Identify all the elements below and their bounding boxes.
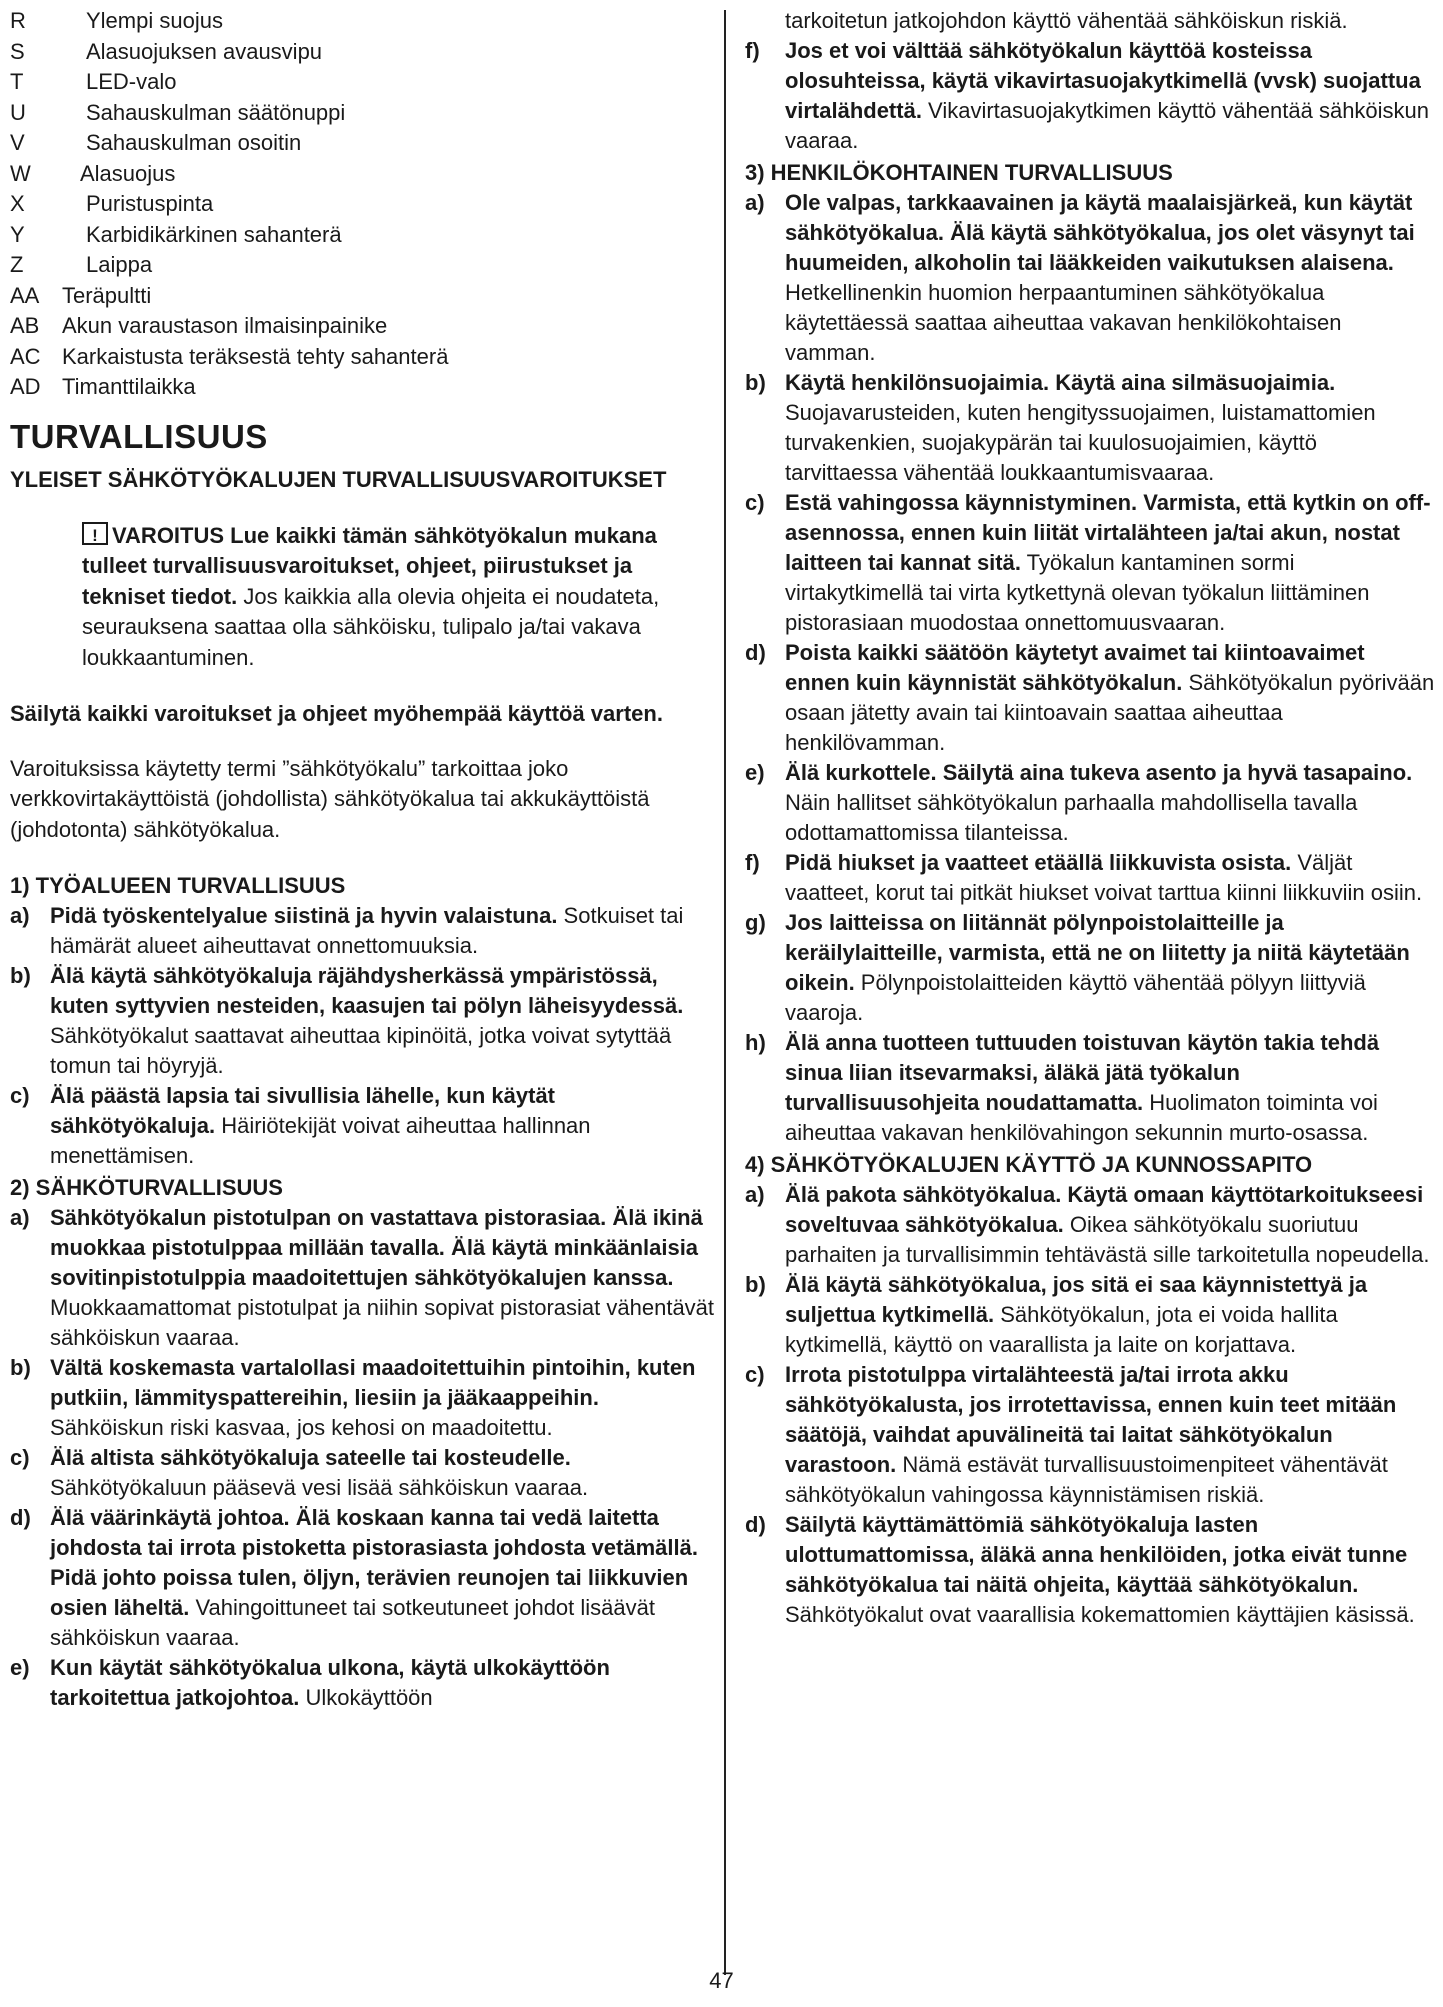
page-number: 47 [709, 1968, 734, 1993]
section-title: TURVALLISUUS [10, 417, 268, 455]
list-item: d) Poista kaikki säätöön käytetyt avaimet tai kiintoavaimet ennen kuin käynnistät sähkötyökalun. Sähkötyökalun pyörivään osaan jätetty avain tai kiintoavain saattaa aiheuttaa henkilövamman. [745, 640, 1435, 755]
section-2-title: 2) SÄHKÖTURVALLISUUS [10, 1175, 283, 1200]
right-column [745, 6, 1435, 1630]
list-item: b) Vältä koskemasta vartalollasi maadoitettuihin pintoihin, kuten putkiin, lämmityspattereihin, liesiin ja jääkaappeihin. Sähköiskun riski kasvaa, jos kehosi on maadoitettu. [10, 1355, 696, 1440]
list-item: a) Pidä työskentelyalue siistinä ja hyvin valaistuna. Sotkuiset tai hämärät alueet aiheuttavat onnettomuuksia. [10, 903, 684, 958]
list-item: e) Älä kurkottele. Säilytä aina tukeva asento ja hyvä tasapaino. Näin hallitset sähkötyökalun parhaalla mahdollisella tavalla odottamattomissa tilanteissa. [745, 760, 1413, 845]
list-item: c) Estä vahingossa käynnistyminen. Varmista, että kytkin on off-asennossa, ennen kuin liität virtalähteen ja/tai akun, nostat laitteen tai kannat sitä. Työkalun kantaminen sormi virtakytkimellä tai virta kytkettynä olevan työkalun liittäminen pistorasiaan muodostaa onnettomuusvaaran. [745, 490, 1431, 635]
legend-row: R Ylempi suojus [10, 8, 223, 33]
legend-row: U Sahauskulman säätönuppi [10, 99, 346, 125]
list-item: c) Älä altista sähkötyökaluja sateelle tai kosteudelle. Sähkötyökaluun pääsevä vesi lisää sähköiskun vaaraa. [10, 1445, 589, 1500]
legend-row: V Sahauskulman osoitin [10, 130, 302, 155]
keep-instructions: Säilytä kaikki varoitukset ja ohjeet myöhempää käyttöä varten. [10, 701, 663, 726]
list-item: c) Älä päästä lapsia tai sivullisia lähelle, kun käytät sähkötyökaluja. Häiriötekijät voivat aiheuttaa hallinnan menettämisen. [10, 1083, 591, 1168]
legend-row: Z Laippa [10, 252, 153, 277]
list-item: h) Älä anna tuotteen tuttuuden toistuvan käytön takia tehdä sinua liian itsevarmaksi, äläkä jätä työkalun turvallisuusohjeita noudattamatta. Huolimaton toiminta voi aiheuttaa vakavan henkilövahingon sekunnin murto-osassa. [745, 1030, 1380, 1145]
list-item: f) Jos et voi välttää sähkötyökalun käyttöä kosteissa olosuhteissa, käytä vikavirtasuojakytkimellä (vvsk) suojattua virtalähdettä. Vikavirtasuojakytkimen käyttö vähentää sähköiskun vaaraa. [745, 38, 1430, 153]
legend-row: W Alasuojus [10, 160, 176, 186]
list-item: f) Pidä hiukset ja vaatteet etäällä liikkuvista osista. Väljät vaatteet, korut tai pitkät hiukset voivat tarttua kiinni liikkuviin osiin. [745, 850, 1423, 905]
list-item: b) Älä käytä sähkötyökaluja räjähdysherkässä ympäristössä, kuten syttyvien nesteiden, kaasujen tai pölyn läheisyydessä. Sähkötyökalut saattavat aiheuttaa kipinöitä, jotka voivat sytyttää tomun tai höyryjä. [10, 963, 684, 1078]
list-item: g) Jos laitteissa on liitännät pölynpoistolaitteille ja keräilylaitteille, varmista, että ne on liitetty ja niitä käytetään oikein. Pölynpoistolaitteiden käyttö vähentää pölyyn liittyviä vaaroja. [745, 910, 1410, 1025]
list-item: d) Älä väärinkäytä johtoa. Älä koskaan kanna tai vedä laitetta johdosta tai irrota pistoketta pistorasiasta johdosta vetämällä. Pidä johto poissa tulen, öljyn, terävien reunojen tai liikkuvien osien läheltä. Vahingoittuneet tai sotkeutuneet johdot lisäävät sähköiskun vaaraa. [10, 1505, 698, 1650]
section-4-title: 4) SÄHKÖTYÖKALUJEN KÄYTTÖ JA KUNNOSSAPITO [745, 1152, 1313, 1177]
legend-row: T LED-valo [10, 69, 177, 94]
list-item: e) Kun käytät sähkötyökalua ulkona, käytä ulkokäyttöön tarkoitettua jatkojohtoa. Ulkokäyttöön [10, 1655, 610, 1710]
list-item: b) Käytä henkilönsuojaimia. Käytä aina silmäsuojaimia. Suojavarusteiden, kuten hengityssuojaimen, luistamattomien turvakenkien, suojakypärän tai kuulosuojaimien, käyttö tarvittaessa vähentää loukkaantumisvaaraa. [745, 370, 1376, 485]
left-column [10, 6, 715, 1713]
list-item: a) Sähkötyökalun pistotulpan on vastattava pistorasiaa. Älä ikinä muokkaa pistotulppaa millään tavalla. Älä käytä minkäänlaisia sovitinpistotulppia maadoitettujen sähkötyökalujen kanssa. Muokkaamattomat pistotulpat ja niihin sopivat pistorasiat vähentävät sähköiskun vaaraa. [10, 1205, 715, 1350]
legend-row: AD Timanttilaikka [10, 374, 196, 399]
legend-row: AC Karkaistusta teräksestä tehty sahanterä [10, 343, 449, 369]
legend-row: AA Teräpultti [10, 282, 152, 308]
list-item: a) Ole valpas, tarkkaavainen ja käytä maalaisjärkeä, kun käytät sähkötyökalua. Älä käytä sähkötyökalua, jos olet väsynyt tai huumeiden, alkoholin tai lääkkeiden vaikutuksen alaisena. Hetkellinenkin huomion herpaantuminen sähkötyökalua käytettäessä saattaa aiheuttaa vakavan henkilökohtaisen vamman. [745, 190, 1415, 365]
continued-text: tarkoitetun jatkojohdon käyttö vähentää sähköiskun riskiä. [785, 8, 1348, 33]
list-item: b) Älä käytä sähkötyökalua, jos sitä ei saa käynnistettyä ja suljettua kytkimellä. Sähkötyökalun, jota ei voida hallita kytkimellä, käyttö on vaarallista ja laite on korjattava. [745, 1272, 1368, 1357]
warning-triangle-icon [82, 522, 108, 545]
legend-row: S Alasuojuksen avausvipu [10, 38, 323, 64]
legend-row: AB Akun varaustason ilmaisinpainike [10, 313, 388, 338]
parts-legend [10, 6, 715, 403]
list-item: d) Säilytä käyttämättömiä sähkötyökaluja lasten ulottumattomissa, äläkä anna henkilöiden, jotka eivät tunne sähkötyökalua tai näitä ohjeita, käyttää sähkötyökalun. Sähkötyökalut ovat vaarallisia kokemattomien käyttäjien käsissä. [745, 1512, 1415, 1627]
section-subtitle: YLEISET SÄHKÖTYÖKALUJEN TURVALLISUUSVAROITUKSET [10, 466, 667, 492]
legend-row: X Puristuspinta [10, 191, 214, 216]
column-divider [724, 10, 726, 1975]
term-definition: Varoituksissa käytetty termi ”sähkötyökalu” tarkoittaa joko verkkovirtakäyttöistä (johdollista) sähkötyökalua tai akkukäyttöistä (johdotonta) sähkötyökalua. [10, 755, 650, 842]
list-item: c) Irrota pistotulppa virtalähteestä ja/tai irrota akku sähkötyökalusta, jos irrotettavissa, ennen kuin teet mitään säätöjä, vaihdat apuvälineitä tai laitat sähkötyökalun varastoon. Nämä estävät turvallisuustoimenpiteet vähentävät sähkötyökalun vahingossa käynnistämisen riskiä. [745, 1362, 1397, 1507]
legend-row: Y Karbidikärkinen sahanterä [10, 221, 342, 247]
section-1-title: 1) TYÖALUEEN TURVALLISUUS [10, 873, 346, 898]
warning-paragraph: !VAROITUS Lue kaikki tämän sähkötyökalun mukana tulleet turvallisuusvaroitukset, ohjeet, piirustukset ja tekniset tiedot. Jos kaikkia alla olevia ohjeita ei noudateta, seurauksena saattaa olla sähköisku, tulipalo ja/tai vakava loukkaantuminen. [10, 521, 715, 674]
list-item: a) Älä pakota sähkötyökalua. Käytä omaan käyttötarkoitukseesi soveltuvaa sähkötyökalua. Oikea sähkötyökalu suoriutuu parhaiten ja turvallisimmin tehtävästä sille tarkoitetulla nopeudella. [745, 1182, 1430, 1267]
section-3-title: 3) HENKILÖKOHTAINEN TURVALLISUUS [745, 160, 1173, 185]
